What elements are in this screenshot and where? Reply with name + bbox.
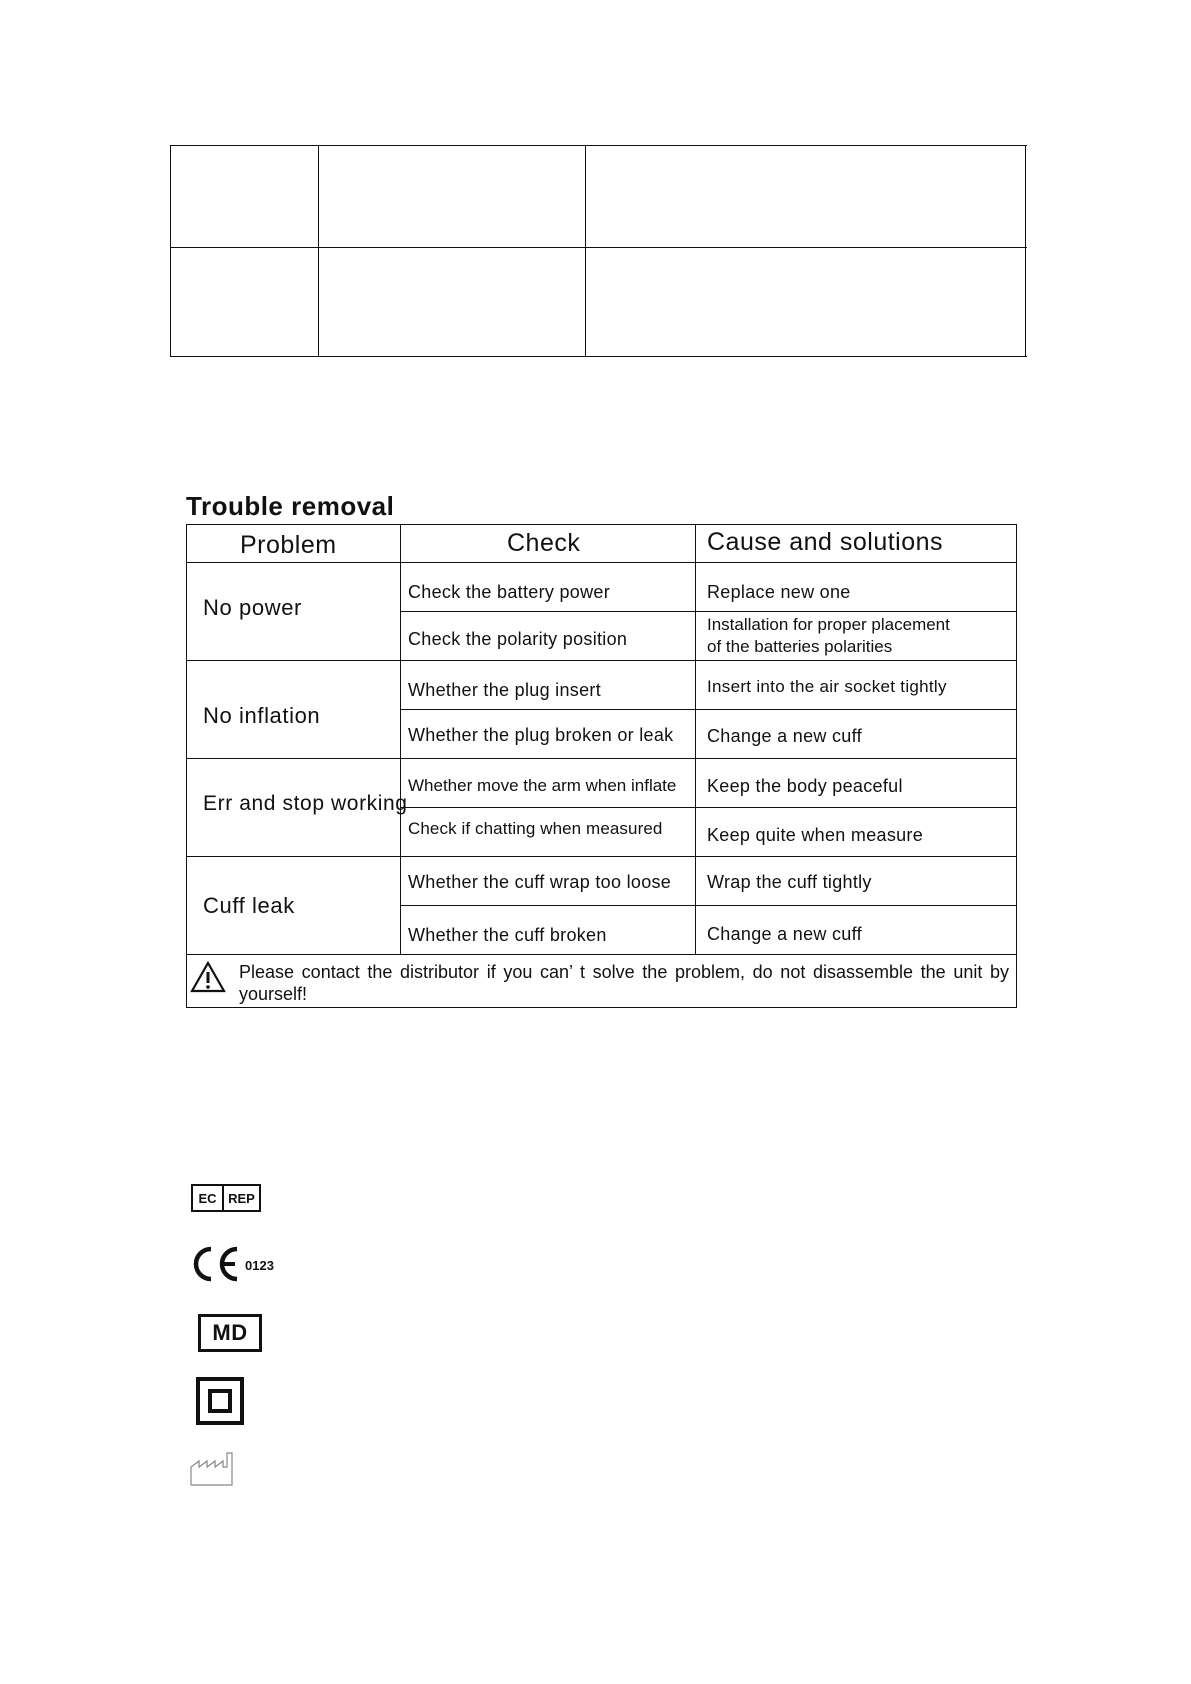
table-border-right (1016, 524, 1017, 1008)
manufacturer-icon (190, 1451, 234, 1487)
check-cell: Check the polarity position (408, 629, 628, 649)
row-divider (400, 611, 1017, 612)
solution-cell (707, 614, 950, 658)
check-cell: Whether the plug broken or leak (408, 725, 674, 745)
solution-cell: Wrap the cuff tightly (707, 872, 872, 892)
solution-cell: Change a new cuff (707, 924, 862, 944)
solution-line: of the batteries polarities (707, 637, 893, 656)
table-border-bottom (170, 356, 1027, 357)
solution-cell: Keep the body peaceful (707, 776, 903, 796)
problem-label: No power (203, 595, 302, 620)
problem-label: Cuff leak (203, 893, 295, 918)
table-border-bottom (186, 1007, 1017, 1008)
rep-label: REP (228, 1190, 255, 1206)
table-border-left (170, 145, 171, 357)
solution-cell: Keep quite when measure (707, 825, 924, 845)
group-divider (186, 856, 1017, 857)
check-cell: Whether move the arm when inflate (408, 776, 677, 795)
warning-icon (190, 961, 226, 993)
section-title: Trouble removal (186, 491, 395, 521)
table-border-right (1025, 145, 1026, 357)
row-divider (400, 807, 1017, 808)
check-cell: Whether the cuff wrap too loose (408, 872, 672, 892)
check-cell: Whether the cuff broken (408, 925, 607, 945)
solution-cell: Replace new one (707, 582, 851, 602)
table-border-top (186, 524, 1017, 525)
group-divider (186, 660, 1017, 661)
col-divider (400, 524, 401, 955)
header-solutions: Cause and solutions (707, 528, 944, 556)
check-cell: Check the battery power (408, 582, 610, 602)
md-label: MD (212, 1320, 248, 1345)
header-problem: Problem (240, 531, 337, 559)
header-divider (186, 562, 1017, 563)
solution-line: Installation for proper placement (707, 615, 950, 634)
table-border-left (186, 524, 187, 1008)
ec-rep-symbol (191, 1184, 261, 1212)
double-insulation-icon (196, 1377, 246, 1427)
header-check: Check (507, 529, 581, 557)
table-row-divider (170, 247, 1027, 248)
row-divider (400, 709, 1017, 710)
solution-cell: Change a new cuff (707, 726, 862, 746)
ec-label: EC (193, 1186, 224, 1210)
notified-body-number: 0123 (245, 1257, 274, 1273)
group-divider (186, 758, 1017, 759)
table-border-top (170, 145, 1027, 146)
ce-mark-icon (190, 1245, 242, 1283)
group-divider (186, 954, 1017, 955)
col-divider (695, 524, 696, 955)
row-divider (400, 905, 1017, 906)
check-cell: Whether the plug insert (408, 680, 601, 700)
solution-cell: Insert into the air socket tightly (707, 677, 947, 696)
md-symbol (198, 1314, 262, 1352)
footer-note: Please contact the distributor if you can’ t solve the problem, do not disassemble the unit by yourself! (239, 962, 1009, 1004)
problem-label: Err and stop working (203, 792, 408, 815)
table-col-divider (585, 145, 586, 357)
ce-mark (190, 1244, 274, 1284)
problem-label: No inflation (203, 703, 321, 728)
check-cell: Check if chatting when measured (408, 819, 663, 838)
table-col-divider (318, 145, 319, 357)
